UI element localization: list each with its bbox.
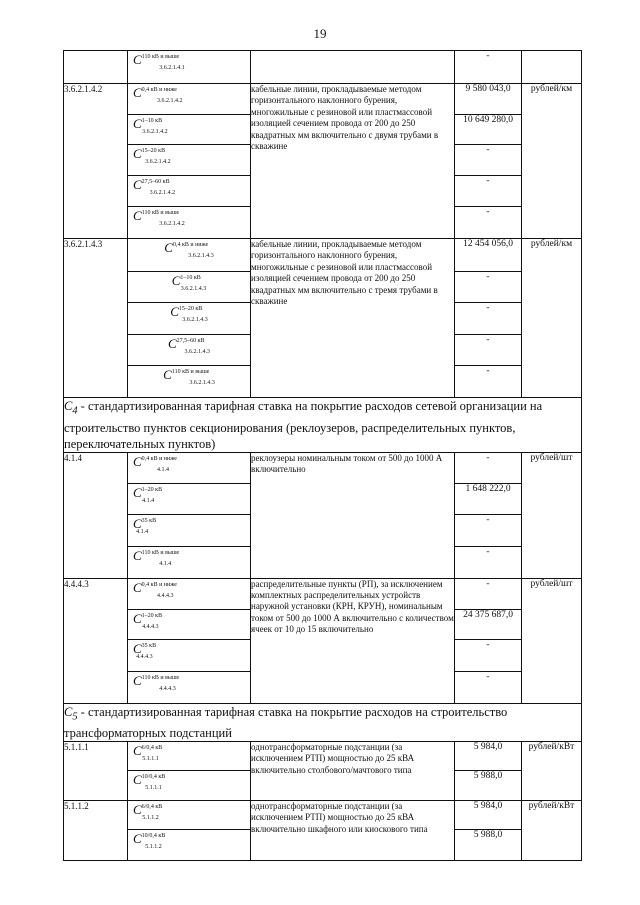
tariff-symbol: $C^{0,4 кВ и ниже}_{4.4.4.3}$ [133, 579, 177, 599]
tariff-symbol: $C^{6/0,4 кВ}_{5.1.1.1}$ [133, 743, 163, 762]
tariff-symbol: $C^{27,5-60 кВ}_{3.6.2.1.4.3}$ [167, 336, 211, 355]
table-row [64, 51, 582, 84]
section-heading-c5: $C_5$ - стандартизированная тарифная ставка на покрытие расходов на строительство трансформаторных подстанций [64, 703, 582, 742]
value-cell: - [455, 303, 522, 335]
tariff-symbol: $C^{35 кВ}_{4.4.4.3}$ [133, 640, 157, 660]
value-cell: 5 984,0 [455, 742, 522, 771]
table-row [64, 742, 582, 771]
value-cell: 12 454 056,0 [455, 239, 522, 272]
tariff-symbol: $C^{110 кВ и выше}_{3.6.2.1.4.3}$ [163, 367, 215, 386]
tariff-symbol: $C^{1-10 кВ}_{3.6.2.1.4.2}$ [133, 116, 168, 135]
tariff-symbol: $C^{110 кВ и выше}_{3.6.2.1.4.2}$ [133, 208, 185, 227]
unit-cell: рублей/км [522, 239, 582, 398]
symbol-cell [128, 51, 251, 84]
tariff-symbol: $C^{0,4 кВ и ниже}_{3.6.2.1.4.3}$ [164, 240, 214, 259]
code-cell: 4.4.4.3 [64, 578, 128, 703]
value-cell: - [455, 671, 522, 703]
tariff-symbol: $C^{1-10 кВ}_{3.6.2.1.4.3}$ [171, 273, 207, 292]
tariff-symbol: $C^{10/0,4 кВ}_{5.1.1.1}$ [133, 772, 166, 791]
description-cell: реклоузеры номинальным током от 500 до 1000 А включительно [251, 452, 455, 578]
table-row [64, 84, 582, 115]
section-heading-row [64, 398, 582, 453]
value-cell: - [455, 145, 522, 176]
value-cell: - [455, 366, 522, 398]
tariff-symbol: $C^{0,4 кВ и ниже}_{4.1.4}$ [133, 453, 177, 473]
value-cell: - [455, 639, 522, 671]
value-cell: - [455, 176, 522, 207]
tariff-symbol: $C^{10/0,4 кВ}_{5.1.1.2}$ [133, 831, 166, 850]
tariff-symbol: $C^{27,5-60 кВ}_{3.6.2.1.4.2}$ [133, 177, 176, 196]
code-cell: 5.1.1.1 [64, 742, 128, 801]
table-row [64, 452, 582, 483]
unit-cell: рублей/шт [522, 452, 582, 578]
tariff-table [63, 50, 582, 861]
page-number: 19 [313, 26, 327, 41]
code-cell: 3.6.2.1.4.3 [64, 239, 128, 398]
value-cell: 10 649 280,0 [455, 115, 522, 145]
table-row [64, 578, 582, 609]
tariff-symbol: $C^{0,4 кВ и ниже}_{3.6.2.1.4.2}$ [133, 85, 183, 104]
value-cell: 1 648 222,0 [455, 483, 522, 514]
table-row [64, 801, 582, 830]
description-cell: кабельные линии, прокладываемые методом горизонтального наклонного бурения, многожильные с резиновой или пластмассовой изоляцией сечением провода от 200 до 250 квадратных мм включительно с тремя трубами в скважине [251, 239, 455, 398]
tariff-symbol: $C^{110 кВ и выше}_{4.4.4.3}$ [133, 672, 180, 692]
description-cell: кабельные линии, прокладываемые методом горизонтального наклонного бурения, многожильные с резиновой или пластмассовой изоляцией сечением провода от 200 до 250 квадратных мм включительно с двумя трубами в скважине [251, 84, 455, 239]
table-row [64, 239, 582, 272]
unit-cell: рублей/км [522, 84, 582, 239]
value-cell: 5 988,0 [455, 830, 522, 861]
value-cell: - [455, 578, 522, 609]
section-heading-c4: $C_4$ - стандартизированная тарифная ставка на покрытие расходов сетевой организации на строительство пунктов секционирования (реклоузеров, распределительных пунктов, переключательных пунктов) [64, 398, 582, 453]
code-cell: 3.6.2.1.4.2 [64, 84, 128, 239]
tariff-symbol: $C^{1-20 кВ}_{4.4.4.3}$ [133, 610, 163, 630]
value-cell: 5 988,0 [455, 771, 522, 801]
value-cell: 24 375 687,0 [455, 609, 522, 639]
description-cell [251, 51, 455, 84]
unit-cell: рублей/шт [522, 578, 582, 703]
code-cell: 5.1.1.2 [64, 801, 128, 861]
unit-cell: рублей/кВт [522, 801, 582, 861]
tariff-symbol: $C^{6/0,4 кВ}_{5.1.1.2}$ [133, 802, 163, 821]
value-cell: 9 580 043,0 [455, 84, 522, 115]
value-cell: - [455, 452, 522, 483]
value-cell: - [455, 207, 522, 239]
value-cell: - [455, 272, 522, 303]
description-cell: распределительные пункты (РП), за исключением комплектных распределительных устройств наружной установки (КРН, КРУН), номинальным током от 500 до 1000 А включительно с количеством ячеек от 10 до 15 включительно [251, 578, 455, 703]
code-cell [64, 51, 128, 84]
unit-cell [522, 51, 582, 84]
unit-cell: рублей/кВт [522, 742, 582, 801]
tariff-symbol: $C^{1-20 кВ}_{4.1.4}$ [133, 484, 163, 504]
tariff-symbol: $C^{110 кВ и выше}_{3.6.2.1.4.1}$ [133, 52, 185, 71]
tariff-symbol: $C^{35 кВ}_{4.1.4}$ [133, 515, 157, 535]
value-cell: 5 984,0 [455, 801, 522, 830]
code-cell: 4.1.4 [64, 452, 128, 578]
tariff-symbol: $C^{15-20 кВ}_{3.6.2.1.4.3}$ [170, 304, 208, 323]
description-cell: однотрансформаторные подстанции (за исключением РТП) мощностью до 25 кВА включительно шкафного или киоскового типа [251, 801, 455, 861]
section-heading-row [64, 703, 582, 742]
value-cell: - [455, 546, 522, 578]
description-cell: однотрансформаторные подстанции (за исключением РТП) мощностью до 25 кВА включительно столбового/мачтового типа [251, 742, 455, 801]
tariff-symbol: $C^{110 кВ и выше}_{4.1.4}$ [133, 547, 180, 567]
value-cell: - [455, 51, 522, 84]
tariff-symbol: $C^{15-20 кВ}_{3.6.2.1.4.2}$ [133, 146, 171, 165]
value-cell: - [455, 335, 522, 366]
value-cell: - [455, 514, 522, 546]
